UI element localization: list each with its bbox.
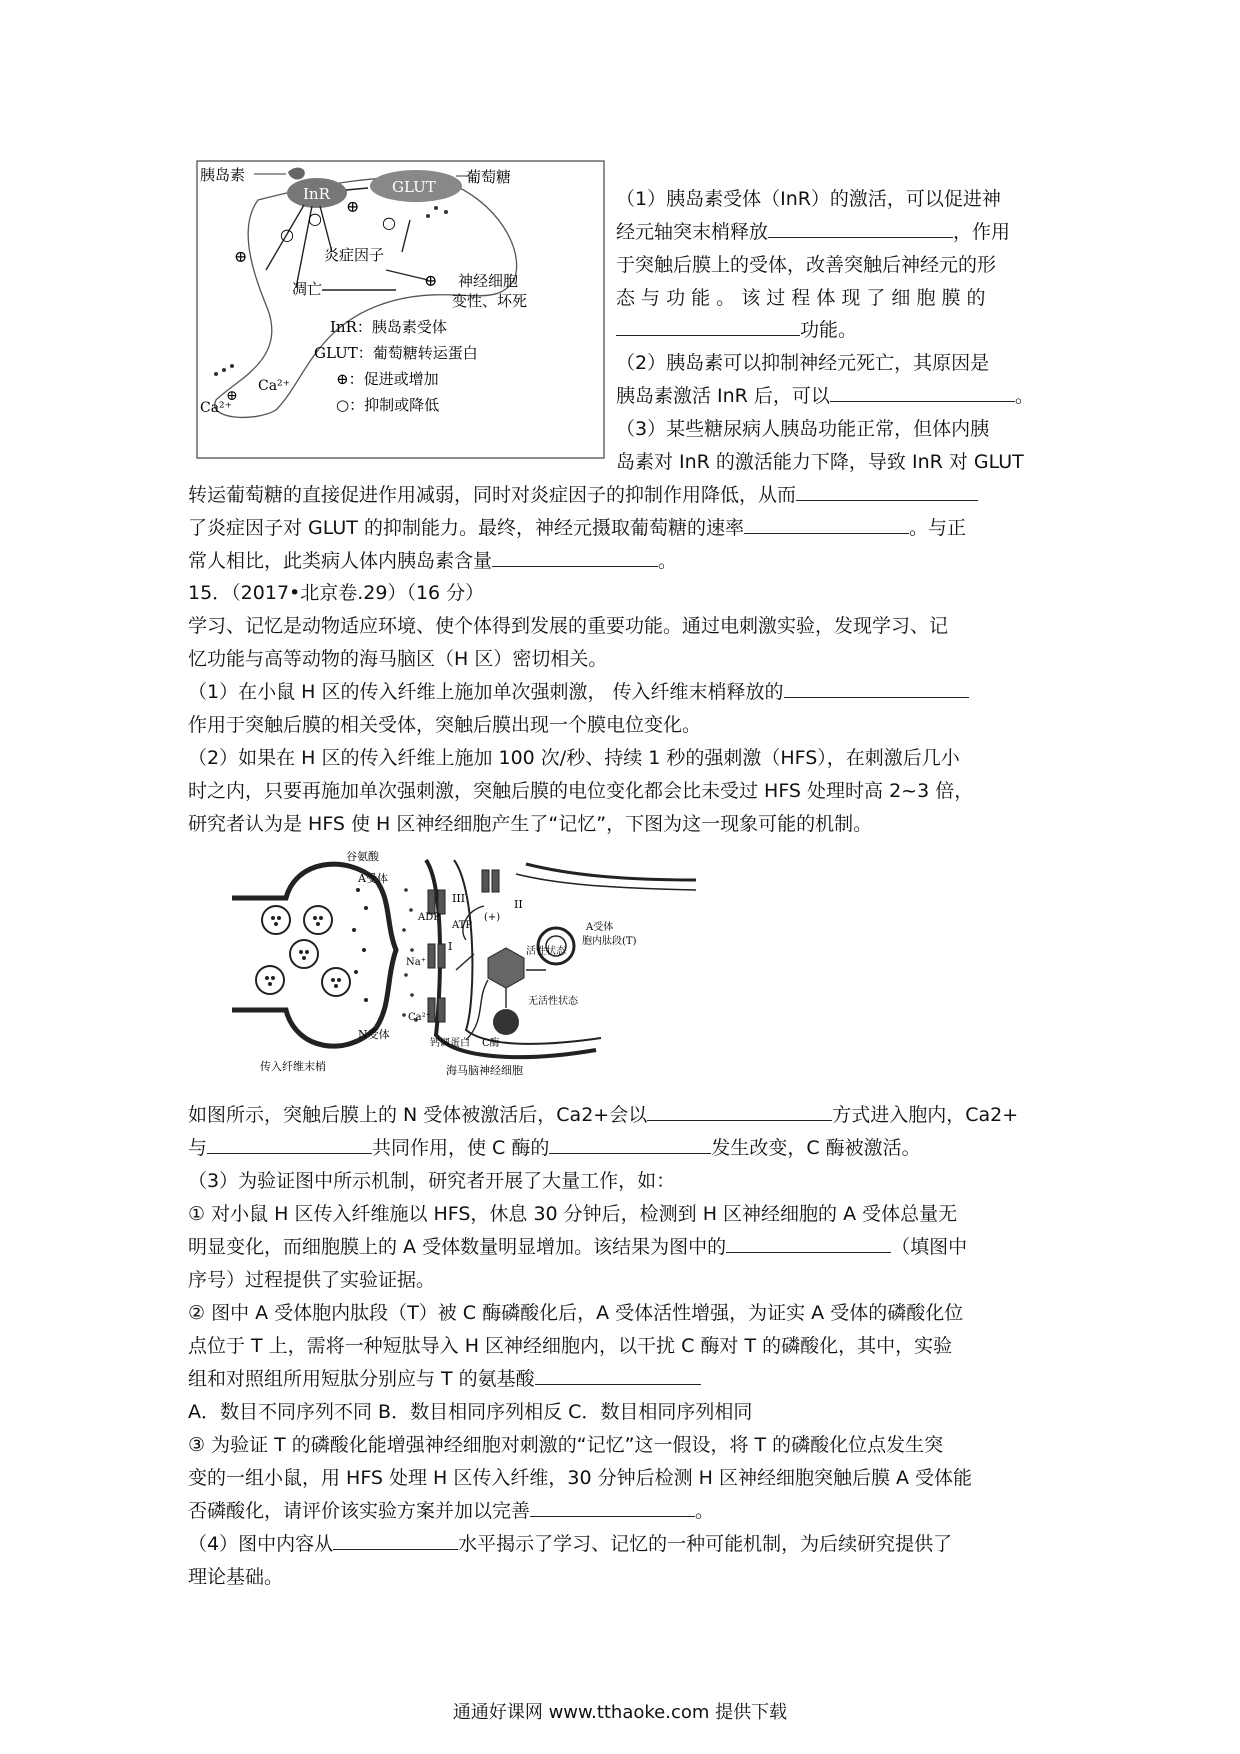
t-segment-label: 胞内肽段(T): [582, 936, 637, 947]
q15-s1a-text: （1）在小鼠 H 区的传入纤维上施加单次强刺激， 传入纤维末梢释放的: [188, 681, 784, 703]
q15-header: 15．（2017•北京卷.29）（16 分）: [188, 582, 485, 604]
legend-inr: InR：胰岛素受体: [330, 318, 447, 336]
glu-label: 谷氨酸: [346, 850, 379, 863]
inflammation-label: 炎症因子: [324, 246, 385, 264]
q15-options: A．数目不同序列不同 B．数目相同序列相反 C．数目相同序列相同: [188, 1401, 753, 1423]
glut-label: GLUT: [392, 178, 436, 196]
inr-label: InR: [303, 185, 330, 203]
answer-blank[interactable]: [616, 317, 800, 336]
q15-c2b: 点位于 T 上，需将一种短肽导入 H 区神经细胞内，以干扰 C 酶对 T 的磷酸化，其中，实验: [188, 1335, 953, 1357]
answer-blank[interactable]: [768, 219, 953, 238]
a-receptor-right-label: A受体: [586, 922, 614, 933]
hippo-label: 海马脑神经细胞: [446, 1064, 523, 1077]
q14-line10a: 转运葡萄糖的直接促进作用减弱，同时对炎症因子的抑制作用降低，从而: [188, 484, 797, 506]
glucose-label: 葡萄糖: [466, 168, 512, 186]
answer-blank[interactable]: [796, 482, 978, 501]
q14-line5b: 功能。: [800, 319, 858, 341]
plus-ca: ⊕: [234, 247, 248, 266]
insulin-mechanism-figure: [196, 160, 606, 460]
q15-s2a: （2）如果在 H 区的传入纤维上施加 100 次/秒、持续 1 秒的强刺激（HFS），在刺激后几小: [188, 747, 960, 769]
answer-blank[interactable]: [830, 383, 1015, 402]
q15-c2a: ② 图中 A 受体胞内肽段（T）被 C 酶磷酸化后，A 受体活性增强，为证实 A 受体的磷酸化位: [188, 1302, 964, 1324]
legend-minus: ○：抑制或降低: [336, 396, 440, 414]
q15-c3d: 。: [695, 1500, 715, 1522]
q14-line11b: 。与正: [908, 517, 966, 539]
neuron-change-1: 神经细胞: [458, 272, 519, 290]
adp-label: ADP: [418, 912, 440, 923]
a-receptor-label: A受体: [358, 872, 388, 885]
q15-s1b: 作用于突触后膜的相关受体，突触后膜出现一个膜电位变化。: [188, 714, 702, 736]
q15-c1b: [188, 1234, 967, 1260]
q14-line9: 岛素对 InR 的激活能力下降，导致 InR 对 GLUT: [616, 451, 1024, 473]
minus-inflam: ○: [308, 209, 322, 228]
q14-line10: [188, 482, 978, 508]
answer-blank[interactable]: [784, 679, 969, 698]
q15-s4: [188, 1531, 952, 1557]
inactive-label: 无活性状态: [528, 996, 578, 1007]
q15-p1: 学习、记忆是动物适应环境、使个体得到发展的重要功能。通过电刺激实验，发现学习、记: [188, 615, 949, 637]
answer-blank[interactable]: [333, 1531, 458, 1550]
atp-label: ATP: [452, 920, 473, 931]
q15-c3b: 变的一组小鼠，用 HFS 处理 H 区传入纤维，30 分钟后检测 H 区神经细胞突触后膜 A 受体能: [188, 1467, 973, 1489]
q15-after2b: 共同作用，使 C 酶的: [372, 1137, 550, 1159]
afferent-label: 传入纤维末梢: [260, 1060, 326, 1073]
answer-blank[interactable]: [744, 515, 909, 534]
q14-line12: [188, 548, 677, 574]
q15-after2: [188, 1135, 921, 1161]
page-footer: 通通好课网 www.tthaoke.com 提供下载: [452, 1702, 788, 1723]
q15-after1: [188, 1102, 1018, 1128]
q15-after1a: 如图所示，突触后膜上的 N 受体被激活后，Ca2+会以: [188, 1104, 648, 1126]
q14-line7: [616, 383, 1034, 409]
active-label: 活性状态: [526, 946, 566, 957]
q15-c1a: ① 对小鼠 H 区传入纤维施以 HFS，休息 30 分钟后，检测到 H 区神经细胞的 A 受体总量无: [188, 1203, 958, 1225]
q15-p2: 忆功能与高等动物的海马脑区（H 区）密切相关。: [188, 648, 608, 670]
minus-glut: ○: [382, 213, 396, 232]
plus-ca-inner: ⊕: [226, 388, 238, 404]
q15-c1d: 序号）过程提供了实验证据。: [188, 1269, 436, 1291]
synapse-mechanism-figure: [226, 850, 726, 1080]
q15-c3c: [188, 1498, 714, 1524]
q15-s4c: 理论基础。: [188, 1566, 284, 1588]
q14-line6: （2）胰岛素可以抑制神经元死亡，其原因是: [616, 352, 990, 374]
insulin-label: 胰岛素: [200, 166, 246, 184]
ca-label-right: Ca²⁺: [258, 378, 291, 394]
na-label: Na⁺: [406, 957, 426, 968]
q14-line3: 于突触后膜上的受体，改善突触后神经元的形: [616, 254, 997, 276]
process-i: I: [448, 940, 453, 953]
q14-line2: [616, 219, 1010, 245]
n-receptor-label: N受体: [358, 1028, 390, 1041]
plus-glut: ⊕: [346, 197, 360, 216]
q15-c2c: [188, 1366, 701, 1392]
calmodulin-label: 钙调蛋白: [430, 1038, 470, 1049]
legend-glut: GLUT：葡萄糖转运蛋白: [314, 344, 478, 362]
answer-blank[interactable]: [492, 548, 658, 567]
answer-blank[interactable]: [549, 1135, 711, 1154]
q14-line8: （3）某些糖尿病人胰岛功能正常，但体内胰: [616, 418, 990, 440]
process-ii: II: [514, 898, 523, 911]
q14-line7b: 。: [1014, 385, 1034, 407]
neuron-change-2: 变性、坏死: [452, 292, 528, 310]
q15-after1b: 方式进入胞内，Ca2+: [832, 1104, 1019, 1126]
q14-line11a: 了炎症因子对 GLUT 的抑制能力。最终，神经元摄取葡萄糖的速率: [188, 517, 744, 539]
ca-label: Ca²⁺: [408, 1012, 431, 1023]
q14-line12b: 。: [658, 550, 678, 572]
q15-c1b-text: 明显变化，而细胞膜上的 A 受体数量明显增加。该结果为图中的: [188, 1236, 727, 1258]
q15-c1c: （填图中: [891, 1236, 968, 1258]
q14-line2a: 经元轴突末梢释放: [616, 221, 769, 243]
q15-s4b: 水平揭示了学习、记忆的一种可能机制，为后续研究提供了: [458, 1533, 953, 1555]
q15-c2c-text: 组和对照组所用短肽分别应与 T 的氨基酸: [188, 1368, 535, 1390]
q15-s2c: 研究者认为是 HFS 使 H 区神经细胞产生了“记忆”，下图为这一现象可能的机制。: [188, 813, 873, 835]
q15-s2b: 时之内，只要再施加单次强刺激，突触后膜的电位变化都会比未受过 HFS 处理时高 2~3 倍，: [188, 780, 974, 802]
q14-line12a: 常人相比，此类病人体内胰岛素含量: [188, 550, 493, 572]
answer-blank[interactable]: [647, 1102, 832, 1121]
answer-blank[interactable]: [530, 1498, 695, 1517]
minus-apoptosis: ○: [280, 225, 294, 244]
answer-blank[interactable]: [207, 1135, 372, 1154]
q14-line7a: 胰岛素激活 InR 后，可以: [616, 385, 830, 407]
plus-neuron: ⊕: [424, 271, 438, 290]
q15-after2a: 与: [188, 1137, 208, 1159]
q14-line1: （1）胰岛素受体（InR）的激活，可以促进神: [616, 188, 1001, 210]
q15-c3c-text: 否磷酸化，请评价该实验方案并加以完善: [188, 1500, 531, 1522]
ca-label-left: Ca²⁺: [200, 400, 233, 416]
q15-s3: （3）为验证图中所示机制，研究者开展了大量工作，如：: [188, 1170, 676, 1192]
c-enzyme-label: C酶: [482, 1038, 500, 1049]
q14-line11: [188, 515, 966, 541]
plus-label: (+): [484, 912, 501, 923]
q14-line4: 态 与 功 能 。 该 过 程 体 现 了 细 胞 膜 的: [616, 287, 986, 309]
q15-c3a: ③ 为验证 T 的磷酸化能增强神经细胞对刺激的“记忆”这一假设，将 T 的磷酸化位点发生突: [188, 1434, 944, 1456]
legend-plus: ⊕：促进或增加: [336, 370, 439, 388]
q15-s1a: [188, 679, 969, 705]
answer-blank[interactable]: [726, 1234, 891, 1253]
apoptosis-label: 凋亡: [292, 280, 323, 298]
q15-s4a: （4）图中内容从: [188, 1533, 334, 1555]
q14-line2b: ，作用: [953, 221, 1011, 243]
process-iii: III: [452, 892, 466, 905]
q15-after2c: 发生改变，C 酶被激活。: [711, 1137, 921, 1159]
answer-blank[interactable]: [535, 1366, 701, 1385]
q14-line5: [616, 317, 857, 343]
